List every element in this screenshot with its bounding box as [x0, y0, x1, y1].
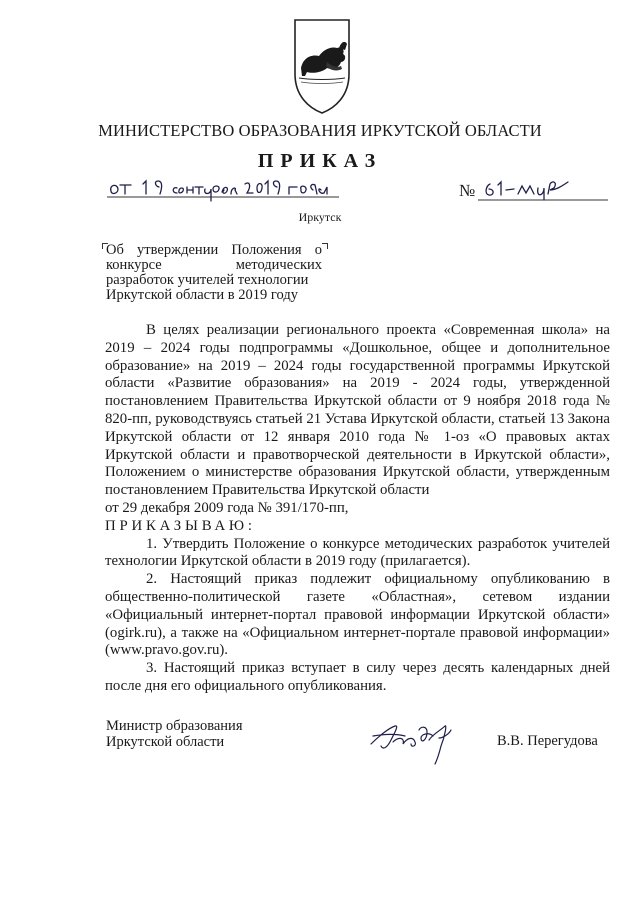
ministry-name: МИНИСТЕРСТВО ОБРАЗОВАНИЯ ИРКУТСКОЙ ОБЛАСТИ [98, 121, 542, 140]
coat-of-arms-icon [287, 16, 357, 116]
position-line: Иркутской области [106, 734, 225, 750]
position-line: Министр образования [106, 718, 243, 734]
signatory-name: В.В. Перегудова [497, 733, 598, 749]
subject-corner-mark-right [322, 243, 328, 249]
order-body [105, 322, 610, 696]
signatory-position [106, 718, 242, 750]
order-item-3: 3. Настоящий приказ вступает в силу через десять календарных дней после дня его официального опубликования. [105, 660, 610, 694]
preamble-end: от 29 декабря 2009 года № 391/170-пп, [105, 499, 349, 516]
subject-word: конкурсе [106, 257, 162, 273]
order-word: ПРИКАЗЫВАЮ: [105, 517, 256, 534]
order-item-1: 1. Утвердить Положение о конкурсе методических разработок учителей технологии Иркутской области в 2019 году (прилагается). [105, 535, 610, 570]
subject-line [106, 258, 322, 273]
order-item-2: 2. Настоящий приказ подлежит официальному опубликованию в общественно-политической газете «Областная», сетевом издании «Официальный интернет-портал правовой информации Иркутской области» (ogirk.ru), а также на «Официальном интернет-портале правовой информации» (www.pravo.gov.ru). [105, 571, 610, 659]
subject-line: разработок учителей технологии [106, 272, 309, 288]
city-name: Иркутск [298, 210, 342, 224]
subject-line: Об утверждении Положения о [106, 242, 322, 258]
subject-line: Иркутской области в 2019 году [106, 287, 298, 303]
order-subject [106, 243, 322, 303]
handwritten-signature [365, 716, 465, 766]
subject-word: методических [235, 257, 322, 273]
handwritten-order-number [478, 174, 610, 208]
order-number-label: № [459, 181, 476, 200]
document-type: ПРИКАЗ [257, 150, 383, 172]
handwritten-date [107, 173, 342, 207]
preamble-paragraph: В целях реализации регионального проекта «Современная школа» на 2019 – 2024 годы подпрограммы «Дошкольное, общее и дополнительное образование» на 2019 – 2024 годы государственной программы Иркутской области «Развитие образования» на 2019 - 2024 годы, утвержденной постановлением Правительства Иркутской области от 9 ноября 2018 года № 820-пп, руководствуясь статьей 21 Устава Иркутской области, статьей 13 Закона Иркутской области от 12 января 2010 года № 1-оз «О правовых актах Иркутской области и правотворческой деятельности в Иркутской области», Положением о министерстве образования Иркутской области, утвержденным постановлением Правительства Иркутской области [105, 322, 610, 499]
